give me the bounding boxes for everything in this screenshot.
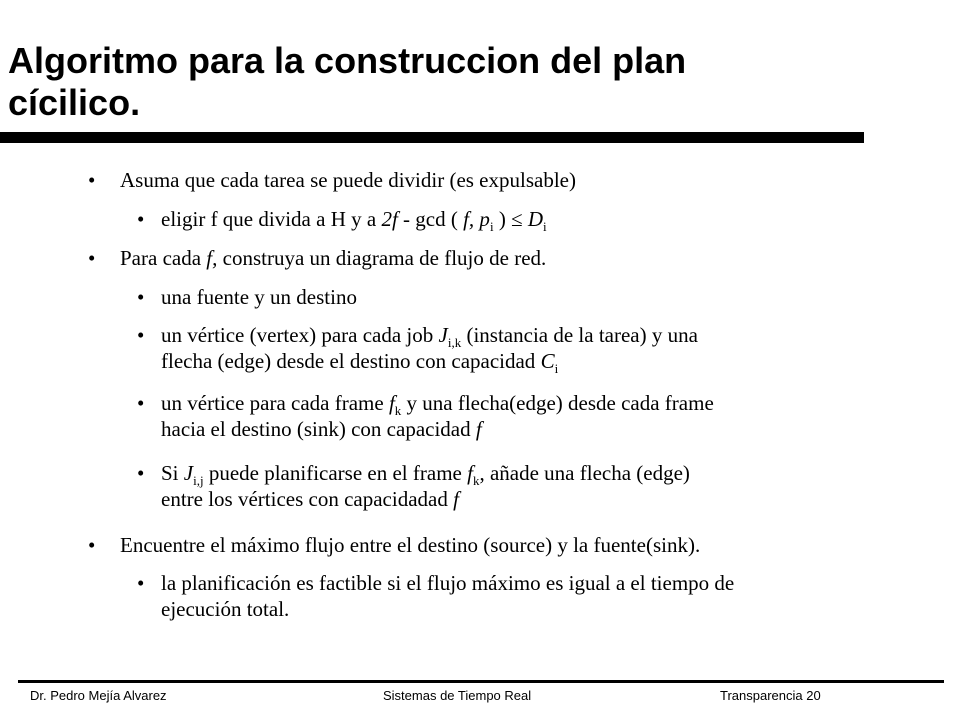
bullet-text-line2: entre los vértices con capacidadad — [161, 487, 454, 511]
footer-slide-number: Transparencia 20 — [720, 688, 821, 703]
footer-divider — [18, 680, 944, 683]
bullet-item-edge-capacity — [137, 460, 901, 512]
footer-author: Dr. Pedro Mejía Alvarez — [30, 688, 167, 703]
bullet-icon: • — [88, 168, 96, 192]
bullet-item-divisible-tasks — [88, 167, 900, 193]
bullet-text: Encuentre el máximo flujo entre el destino (source) y la fuente(sink). — [120, 533, 701, 557]
bullet-icon: • — [137, 391, 145, 415]
bullet-text: la planificación es factible si el flujo máximo es igual a el tiempo de — [161, 571, 735, 595]
bullet-icon: • — [88, 246, 96, 270]
bullet-icon: • — [137, 571, 145, 595]
bullet-text: eligir f que divida a H y a — [161, 207, 382, 231]
bullet-icon: • — [137, 207, 145, 231]
bullet-icon: • — [137, 285, 145, 309]
bullet-item-frame-vertex — [137, 390, 901, 442]
bullet-text: Asuma que cada tarea se puede dividir (es expulsable) — [120, 168, 576, 192]
bullet-text: una fuente y un destino — [161, 285, 357, 309]
bullet-text: un vértice (vertex) para cada job — [161, 323, 439, 347]
bullet-text-line2: ejecución total. — [161, 597, 290, 621]
formula-d: D — [527, 207, 544, 231]
math-subscript: i,k — [447, 335, 462, 350]
bullet-item-source-sink — [137, 284, 901, 310]
bullet-text-line2: flecha (edge) desde el destino con capacidad — [161, 349, 541, 373]
math-c: C — [540, 349, 555, 373]
bullet-item-max-flow — [88, 532, 900, 558]
slide-title-line1: Algoritmo para la construccion del plan — [8, 40, 687, 81]
bullet-item-feasibility — [137, 570, 901, 622]
formula-leq: ) ≤ — [493, 207, 528, 231]
bullet-text: un vértice para cada frame — [161, 391, 389, 415]
title-underline — [0, 132, 864, 143]
bullet-text-post: y una flecha(edge) desde cada frame — [401, 391, 714, 415]
math-subscript: k — [472, 473, 480, 488]
footer-course: Sistemas de Tiempo Real — [383, 688, 532, 703]
math-subscript: i — [554, 361, 559, 376]
formula-subscript: i — [489, 219, 494, 234]
math-f: f — [475, 417, 482, 441]
bullet-text: Si — [161, 461, 184, 485]
math-f: f, — [206, 246, 218, 270]
bullet-text: Para cada — [120, 246, 207, 270]
bullet-item-choose-frame-size — [137, 206, 901, 234]
bullet-text-post: (instancia de la tarea) y una — [461, 323, 698, 347]
formula-subscript: i — [543, 219, 547, 234]
formula-f-p: f, p — [463, 207, 490, 231]
math-f: f — [453, 487, 459, 511]
math-subscript: i,j — [193, 473, 204, 488]
formula-gcd: - gcd ( — [397, 207, 464, 231]
bullet-text-mid: puede planificarse en el frame — [203, 461, 468, 485]
bullet-text-post: construya un diagrama de flujo de red. — [217, 246, 547, 270]
math-f: f — [467, 461, 473, 485]
bullet-icon: • — [137, 323, 145, 347]
slide-title-line2: cícilico. — [8, 82, 141, 123]
bullet-item-job-vertex — [137, 322, 901, 376]
bullet-text-line2: hacia el destino (sink) con capacidad — [161, 417, 476, 441]
bullet-item-flow-network — [88, 245, 900, 271]
bullet-icon: • — [137, 461, 145, 485]
math-j: J — [183, 461, 194, 485]
formula-2f: 2f — [381, 207, 398, 231]
math-f: f — [388, 391, 395, 415]
slide-title — [8, 40, 908, 124]
bullet-icon: • — [88, 533, 96, 557]
math-j: J — [438, 323, 448, 347]
bullet-text-post: , añade una flecha (edge) — [479, 461, 690, 485]
math-subscript: k — [394, 403, 402, 418]
